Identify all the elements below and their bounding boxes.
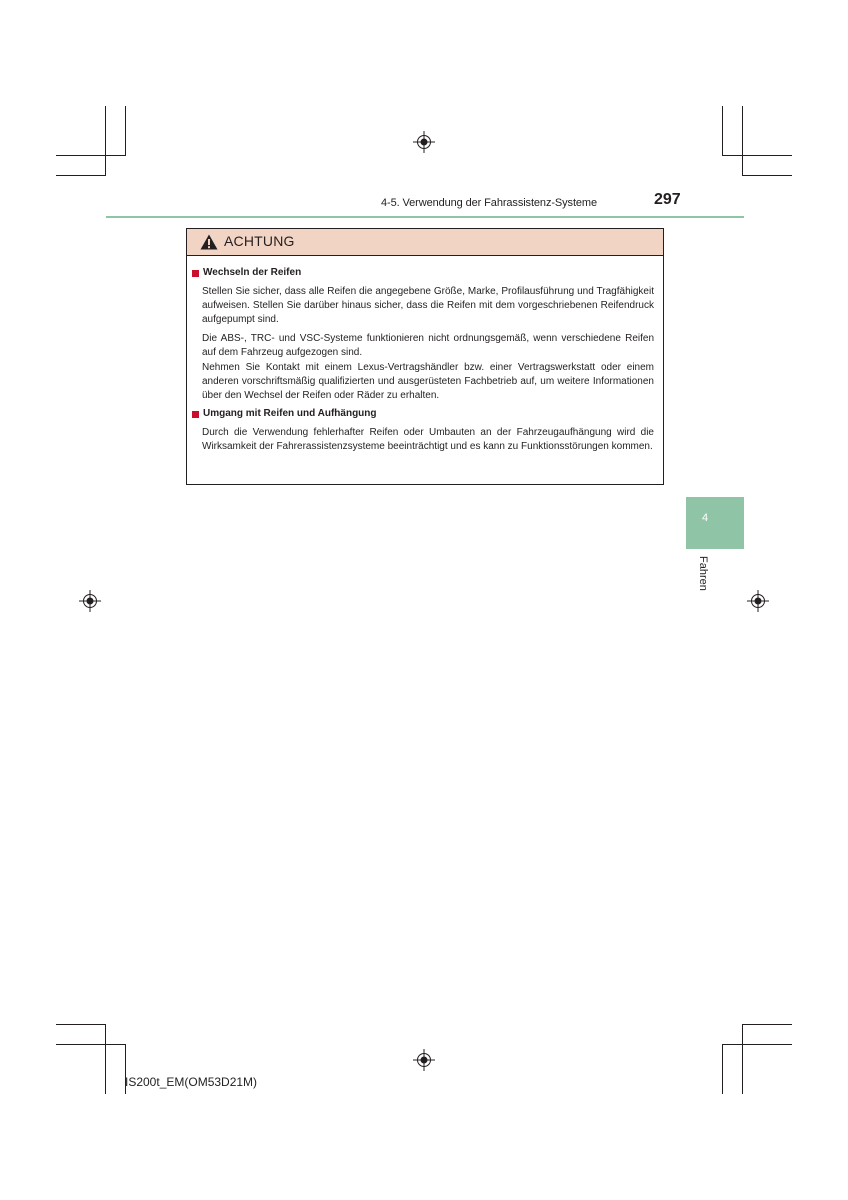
- crop-mark: [722, 106, 723, 156]
- chapter-tab: [686, 497, 744, 549]
- crop-mark: [722, 1044, 723, 1094]
- paragraph: Nehmen Sie Kontakt mit einem Lexus-Vertragshändler bzw. einer Vertragswerkstatt oder einem anderen vorschriftsmäßig qualifizierten und ausgerüsteten Fachbetrieb auf, um weitere Informationen über den Wechsel der Reifen oder Räder zu erhalten.: [202, 362, 654, 401]
- chapter-number: 4: [701, 512, 709, 524]
- crop-mark: [56, 175, 106, 176]
- document-code: IS200t_EM(OM53D21M): [125, 1075, 258, 1089]
- section-title: 4-5. Verwendung der Fahrassistenz-Systeme: [381, 197, 598, 209]
- warning-header: [187, 229, 663, 256]
- crop-mark: [742, 175, 792, 176]
- crop-mark: [56, 1024, 106, 1025]
- crop-mark: [722, 155, 792, 156]
- crop-mark: [742, 1024, 792, 1025]
- crop-mark: [722, 1044, 792, 1045]
- paragraph: Die ABS-, TRC- und VSC-Systeme funktionieren nicht ordnungsgemäß, wenn verschiedene Reifen auf dem Fahrzeug aufgezogen sind.: [202, 333, 654, 358]
- section-bullet: [192, 411, 199, 418]
- section-heading: Umgang mit Reifen und Aufhängung: [203, 408, 377, 419]
- warning-label: ACHTUNG: [224, 233, 295, 249]
- crop-mark: [125, 106, 126, 156]
- section-heading: Wechseln der Reifen: [203, 267, 302, 278]
- crop-mark: [742, 1024, 743, 1094]
- registration-mark-icon: [413, 1049, 435, 1071]
- registration-mark-icon: [413, 131, 435, 153]
- paragraph: Stellen Sie sicher, dass alle Reifen die angegebene Größe, Marke, Profilausführung und Tragfähigkeit aufweisen. Stellen Sie darüber hinaus sicher, dass die Reifen mit dem vorgeschriebenen Reifendruck aufgepumpt sind.: [202, 286, 654, 325]
- page-number: 297: [654, 191, 681, 208]
- warning-triangle-icon: [200, 234, 218, 250]
- chapter-label: Fahren: [697, 556, 709, 591]
- crop-mark: [105, 106, 106, 176]
- paragraph: Durch die Verwendung fehlerhafter Reifen oder Umbauten an der Fahrzeugaufhängung wird die Wirksamkeit der Fahrerassistenzsysteme beeinträchtigt und es kann zu Funktionsstörungen kommen.: [202, 427, 654, 452]
- crop-mark: [105, 1024, 106, 1094]
- crop-mark: [56, 155, 126, 156]
- crop-mark: [56, 1044, 126, 1045]
- registration-mark-icon: [747, 590, 769, 612]
- registration-mark-icon: [79, 590, 101, 612]
- warning-box: [186, 228, 664, 485]
- header-divider: [106, 216, 744, 218]
- section-bullet: [192, 270, 199, 277]
- crop-mark: [742, 106, 743, 176]
